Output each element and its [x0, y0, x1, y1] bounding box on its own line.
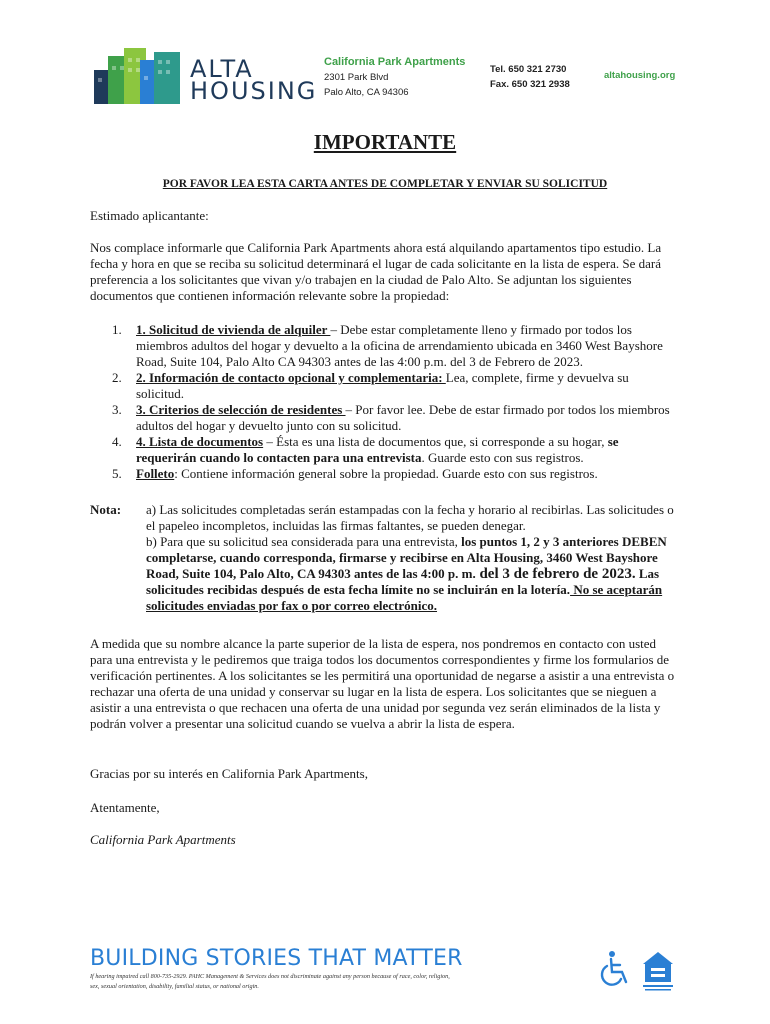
- footer-icons: [596, 946, 686, 992]
- note-label: Nota:: [90, 502, 122, 517]
- intro-paragraph: Nos complace informarle que California Park Apartments ahora está alquilando apartamentos tipo estudio. La fecha y hora en que se reciba su solicitud determinará el lugar de cada solicitante en la lista de espera. Se dará preferencia a los solicitantes que vivan y/o trabajen en la ciudad de Palo Alto. Se adjuntan los siguientes documentos que contienen información relevante sobre la propiedad:: [90, 240, 662, 303]
- address-line-1: 2301 Park Blvd: [324, 72, 389, 83]
- list-item: 1. 1. Solicitud de vivienda de alquiler – Debe estar completamente lleno y firmado por todos los miembros adultos del hogar y devuelto a la oficina de arrendamiento ubicada en 3460 West Bayshore Road, Suite 104, Palo Alto CA 94303 antes de las 4:00 p.m. del 3 de Febrero de 2023.: [112, 322, 663, 369]
- fax: Fax. 650 321 2938: [490, 79, 570, 90]
- list-item: 5. Folleto: Contiene información general sobre la propiedad. Guarde esto con sus registros.: [112, 466, 598, 481]
- logo-line-alta: ALTA: [190, 55, 254, 83]
- signature: California Park Apartments: [90, 832, 236, 847]
- list-item: 2. 2. Información de contacto opcional y complementaria: Lea, complete, firme y devuelva su solicitud.: [112, 370, 629, 401]
- closing-line: Atentamente,: [90, 800, 160, 815]
- footer-disclaimer: If hearing impaired call 800-735-2929. PAHC Management & Services does not discriminate against any person because of race, color, religion, sex, sexual orientation, disability, familial status, or national origin.: [90, 973, 450, 990]
- note-b: b) Para que su solicitud sea considerada para una entrevista, los puntos 1, 2 y 3 anteriores DEBEN completarse, cuando corresponda, firmarse y recibirse en Alta Housing, 3460 West Bayshore Road, Suite 104, Palo Alto, CA 94303 antes de las 4:00 p. m. del 3 de febrero de 2023. Las solicitudes recibidas después de esta fecha límite no se incluirán en la lotería. No se aceptarán solicitudes enviadas por fax o por correo electrónico.: [146, 534, 667, 613]
- thanks-line: Gracias por su interés en California Park Apartments,: [90, 766, 368, 781]
- page-subtitle: POR FAVOR LEA ESTA CARTA ANTES DE COMPLETAR Y ENVIAR SU SOLICITUD: [162, 178, 608, 190]
- waitlist-paragraph: A medida que su nombre alcance la parte superior de la lista de espera, nos pondremos en contacto con usted para una entrevista y le pediremos que traiga todos los documentos correspondientes y firme los formularios de verificación pertinentes. A los solicitantes se les permitirá una oportunidad de negarse a asistir a una entrevista o rechazar una oferta de una unidad y conservar su lugar en la lista de espera. Los solicitantes que se nieguen a asistir a una entrevista o que rechacen una oferta de una unidad por segunda vez serán eliminados de la lista y podrán volver a presentar una solicitud cuando se vuelva a abrir la lista de espera.: [90, 636, 675, 731]
- wheelchair-accessibility-icon: [602, 951, 626, 985]
- equal-housing-opportunity-icon: [643, 952, 673, 991]
- note-content: [146, 502, 680, 614]
- property-name: California Park Apartments: [324, 56, 466, 68]
- telephone: Tel. 650 321 2730: [490, 64, 567, 75]
- logo-line-housing: HOUSING: [190, 77, 318, 105]
- phone-block: [490, 62, 570, 92]
- footer-tagline: BUILDING STORIES THAT MATTER: [90, 946, 463, 971]
- documents-list: [90, 322, 680, 482]
- address-line-2: Palo Alto, CA 94306: [324, 87, 409, 98]
- note-a: a) Las solicitudes completadas serán estampadas con la fecha y horario al recibirlas. Las solicitudes o el papeleo incompletos, incluidas las firmas faltantes, se pueden denegar.: [146, 502, 674, 533]
- property-address-block: [324, 55, 465, 100]
- list-item: 3. 3. Criterios de selección de residentes – Por favor lee. Debe de estar firmado por todos los miembros adultos del hogar y devuelto junto con su solicitud.: [112, 402, 670, 433]
- note-block: [90, 502, 680, 614]
- greeting: Estimado aplicantante:: [90, 208, 209, 223]
- website-link[interactable]: altahousing.org: [604, 70, 676, 81]
- page-title: IMPORTANTE: [313, 130, 457, 154]
- list-item: 4. 4. Lista de documentos – Ésta es una lista de documentos que, si corresponde a su hogar, se requerirán cuando lo contacten para una entrevista. Guarde esto con sus registros.: [112, 434, 619, 465]
- letterhead: [0, 0, 770, 120]
- logo-wordmark: [190, 55, 318, 105]
